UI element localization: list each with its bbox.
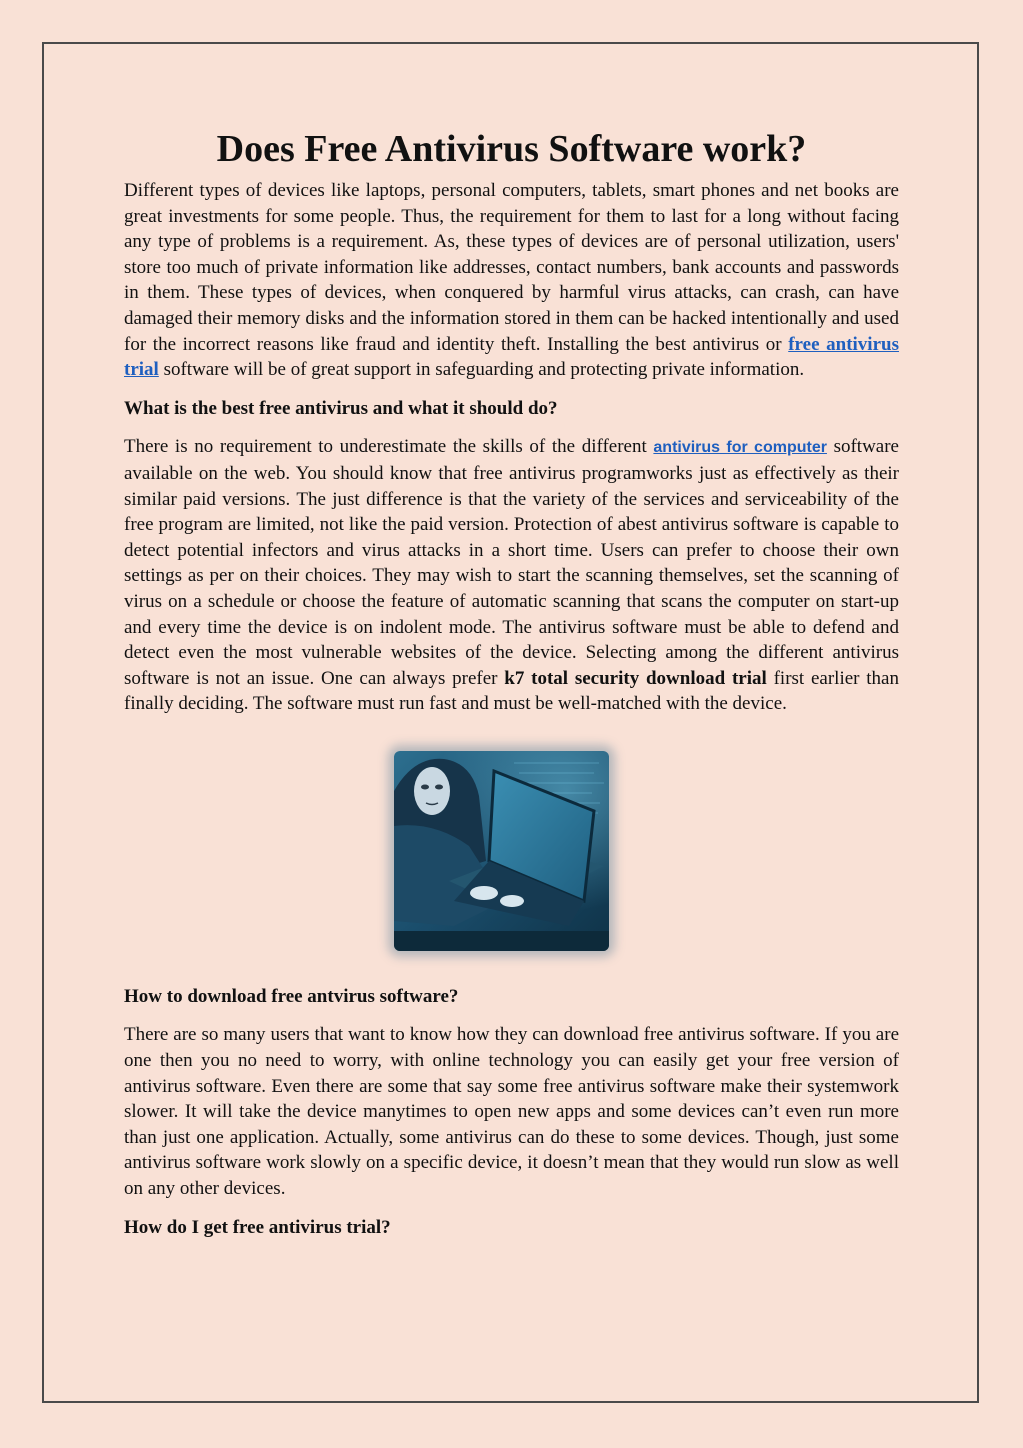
- intro-paragraph: [124, 178, 899, 383]
- free-antivirus-trial-link[interactable]: free antivirus trial: [124, 333, 899, 381]
- page-title: Does Free Antivirus Software work?: [216, 128, 807, 170]
- intro-text-before-link: Different types of devices like laptops, personal computers, tablets, smart phones and net books are great investments for some people. Thus, the requirement for them to last for a long without facing any type of problems is a requirement. As, these types of devices are of personal utilization, users' store too much of private information like addresses, contact numbers, bank accounts and passwords in them. These types of devices, when conquered by harmful virus attacks, can crash, can have damaged their memory disks and the information stored in them can be hacked intentionally and used for the incorrect reasons like fraud and identity theft. Installing the best antivirus or: [124, 180, 899, 355]
- document-content: [124, 126, 899, 1240]
- best-antivirus-heading: What is the best free antivirus and what it should do?: [124, 397, 558, 419]
- antivirus-for-computer-link[interactable]: antivirus for computer: [653, 439, 827, 457]
- best-text-middle: software available on the web. You should know that free antivirus programworks just as effectively as their similar paid versions. The just difference is that the variety of the services and serviceability of the free program are limited, not like the paid version. Protection of abest antivirus software is capable to detect potential infectors and virus attacks in a short time. Users can prefer to choose their own settings as per on their choices. They may wish to start the scanning themselves, set the scanning of virus on a schedule or choose the feature of automatic scanning that scans the computer on start-up and every time the device is on indolent mode. The antivirus software must be able to defend and detect even the most vulnerable websites of the device. Selecting among the different antivirus software is not an issue. One can always prefer: [124, 436, 899, 689]
- best-text-before-link: There is no requirement to underestimate the skills of the different: [124, 436, 654, 458]
- download-heading: How to download free antvirus software?: [124, 985, 459, 1007]
- hooded-hacker-laptop-illustration-icon: [394, 751, 609, 951]
- intro-text-after-link: software will be of great support in safeguarding and protecting private information.: [158, 359, 805, 381]
- best-text-after-bold: first earlier than finally deciding. The software must run fast and must be well-matched with the device.: [124, 667, 899, 715]
- trial-heading: How do I get free antivirus trial?: [124, 1216, 391, 1238]
- hacker-image: [394, 751, 609, 951]
- best-antivirus-paragraph: [124, 434, 899, 717]
- k7-total-security-bold: k7 total security download trial: [504, 667, 767, 689]
- download-paragraph: There are so many users that want to know how they can download free antivirus software. If you are one then you no need to worry, with online technology you can easily get your free version of antivirus software. Even there are some that say some free antivirus software make their systemwork slower. It will take the device manytimes to open new apps and some devices can’t even run more than just one application. Actually, some antivirus can do these to some devices. Though, just some antivirus software work slowly on a specific device, it doesn’t mean that they would run slow as well on any other devices.: [124, 1024, 899, 1200]
